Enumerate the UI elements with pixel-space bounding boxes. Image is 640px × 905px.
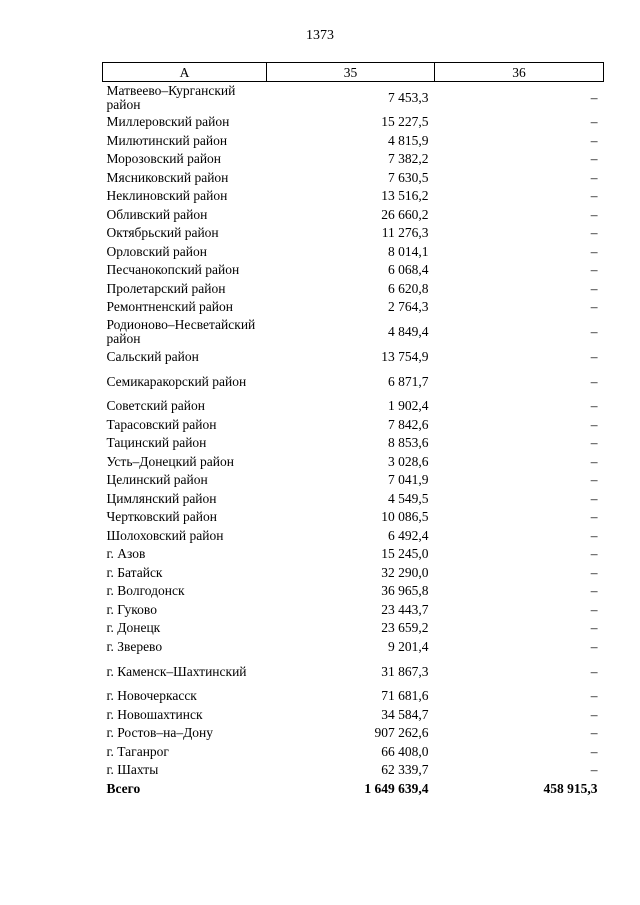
row-name: Миллеровский район [106, 114, 230, 130]
row-value-36: – [590, 398, 598, 414]
row-value-36: – [590, 435, 598, 451]
row-value-35: 71 681,6 [381, 688, 429, 704]
table-row [103, 298, 604, 317]
header-col-35: 35 [267, 63, 435, 82]
table-row [103, 224, 604, 243]
total-value-35: 1 649 639,4 [364, 780, 429, 796]
row-value-36: – [590, 527, 598, 543]
row-name: г. Таганрог [106, 743, 169, 759]
row-value-36: – [590, 472, 598, 488]
row-value-35: 9 201,4 [388, 638, 429, 654]
row-value-36: – [590, 453, 598, 469]
row-value-35: 6 620,8 [388, 280, 429, 296]
row-value-35: 23 659,2 [381, 620, 429, 636]
table-row [103, 724, 604, 743]
row-name: г. Зверево [106, 638, 163, 654]
row-value-35: 7 630,5 [388, 169, 429, 185]
row-value-36: – [590, 762, 598, 778]
row-name: Советский район [106, 398, 205, 414]
row-value-35: 7 842,6 [388, 416, 429, 432]
table-row [103, 508, 604, 527]
row-name: Цимлянский район [106, 490, 217, 506]
table-row [103, 687, 604, 706]
row-value-36: – [590, 243, 598, 259]
row-value-36: – [590, 114, 598, 130]
budget-table [102, 62, 604, 798]
table-row [103, 564, 604, 583]
row-name: Матвеево–Курганский район [106, 82, 236, 112]
row-value-36: – [590, 89, 598, 105]
table-header [103, 63, 604, 82]
row-name: Обливский район [106, 206, 208, 222]
table-body [103, 82, 604, 798]
row-value-35: 3 028,6 [388, 453, 429, 469]
row-name: Морозовский район [106, 151, 222, 167]
row-value-36: – [590, 688, 598, 704]
row-name: Ремонтненский район [106, 299, 233, 315]
row-value-36: – [590, 706, 598, 722]
row-value-35: 10 086,5 [381, 509, 429, 525]
row-name: г. Азов [106, 546, 146, 562]
row-value-35: 6 492,4 [388, 527, 429, 543]
row-value-36: – [590, 206, 598, 222]
row-value-36: – [590, 725, 598, 741]
row-value-35: 11 276,3 [381, 225, 429, 241]
table-row [103, 150, 604, 169]
table-row [103, 206, 604, 225]
table-row [103, 261, 604, 280]
row-value-36: – [590, 490, 598, 506]
row-value-36: – [590, 324, 598, 339]
row-value-36: – [590, 620, 598, 636]
row-name: г. Каменск–Шахтинский [106, 663, 247, 679]
row-value-36: – [590, 601, 598, 617]
row-value-36: – [590, 262, 598, 278]
row-name: Неклиновский район [106, 188, 228, 204]
row-value-36: – [590, 225, 598, 241]
table-row [103, 348, 604, 367]
table-row [103, 169, 604, 188]
row-value-36: – [590, 546, 598, 562]
table-row [103, 471, 604, 490]
table-row [103, 656, 604, 687]
row-name: Песчанокопский район [106, 262, 240, 278]
row-value-35: 15 245,0 [381, 546, 429, 562]
row-value-36: – [590, 169, 598, 185]
row-value-35: 62 339,7 [381, 762, 429, 778]
row-name: Усть–Донецкий район [106, 453, 234, 469]
row-name: Октябрьский район [106, 225, 219, 241]
row-value-35: 4 815,9 [388, 132, 429, 148]
row-value-35: 7 041,9 [388, 472, 429, 488]
row-name: Милютинский район [106, 132, 228, 148]
table-row [103, 243, 604, 262]
table-row [103, 397, 604, 416]
table-row [103, 132, 604, 151]
table-row [103, 416, 604, 435]
row-name: г. Шахты [106, 762, 159, 778]
page-number: 1373 [306, 28, 334, 43]
row-name: Чертковский район [106, 509, 217, 525]
table-row [103, 638, 604, 657]
header-col-36: 36 [435, 63, 604, 82]
row-value-35: 4 549,5 [388, 490, 429, 506]
row-value-35: 23 443,7 [381, 601, 429, 617]
row-value-35: 34 584,7 [381, 706, 429, 722]
row-value-35: 15 227,5 [381, 114, 429, 130]
row-value-36: – [590, 583, 598, 599]
row-name: г. Новошахтинск [106, 706, 203, 722]
table-row [103, 619, 604, 638]
header-col-a: А [103, 63, 267, 82]
row-value-35: 6 871,7 [388, 373, 429, 389]
table-row [103, 366, 604, 397]
row-value-36: – [590, 348, 598, 364]
row-value-35: 32 290,0 [381, 564, 429, 580]
table-row [103, 527, 604, 546]
table-row [103, 582, 604, 601]
total-value-36: 458 915,3 [543, 780, 598, 796]
table-row [103, 601, 604, 620]
header-row [103, 63, 604, 82]
row-name: Тарасовский район [106, 416, 217, 432]
row-value-35: 13 516,2 [381, 188, 429, 204]
table-row [103, 280, 604, 299]
row-name: Орловский район [106, 243, 207, 259]
row-value-36: – [590, 663, 598, 679]
row-name: Сальский район [106, 348, 199, 364]
row-value-36: – [590, 416, 598, 432]
row-value-35: 907 262,6 [374, 725, 429, 741]
row-value-35: 4 849,4 [388, 324, 429, 339]
row-value-35: 26 660,2 [381, 206, 429, 222]
row-value-36: – [590, 132, 598, 148]
row-name: Семикаракорский район [106, 373, 247, 389]
row-value-36: – [590, 509, 598, 525]
row-value-35: 1 902,4 [388, 398, 429, 414]
row-value-35: 6 068,4 [388, 262, 429, 278]
row-name: Целинский район [106, 472, 208, 488]
row-name: г. Гуково [106, 601, 157, 617]
row-value-35: 8 014,1 [388, 243, 429, 259]
table-row [103, 82, 604, 114]
row-value-35: 2 764,3 [388, 299, 429, 315]
row-value-36: – [590, 188, 598, 204]
row-name: Пролетарский район [106, 280, 226, 296]
table-row [103, 490, 604, 509]
table-row [103, 187, 604, 206]
row-name: г. Ростов–на–Дону [106, 725, 214, 741]
row-value-36: – [590, 638, 598, 654]
row-name: Мясниковский район [106, 169, 229, 185]
row-name: г. Донецк [106, 620, 161, 636]
row-value-35: 13 754,9 [381, 348, 429, 364]
row-value-35: 8 853,6 [388, 435, 429, 451]
row-value-36: – [590, 564, 598, 580]
table-row [103, 113, 604, 132]
row-value-35: 7 382,2 [388, 151, 429, 167]
row-name: Шолоховский район [106, 527, 224, 543]
row-value-36: – [590, 299, 598, 315]
row-value-36: – [590, 280, 598, 296]
row-name: г. Новочеркасск [106, 688, 197, 704]
row-name: г. Батайск [106, 564, 163, 580]
table-row [103, 545, 604, 564]
table-row [103, 453, 604, 472]
table-row [103, 317, 604, 348]
row-name: г. Волгодонск [106, 583, 185, 599]
row-value-35: 31 867,3 [381, 663, 429, 679]
row-value-35: 66 408,0 [381, 743, 429, 759]
row-name: Родионово–Несветайский район [106, 317, 256, 346]
table-row [103, 706, 604, 725]
row-name: Тацинский район [106, 435, 207, 451]
table-row [103, 761, 604, 780]
table-row [103, 434, 604, 453]
row-value-35: 36 965,8 [381, 583, 429, 599]
total-row [103, 780, 604, 798]
table-row [103, 743, 604, 762]
row-value-36: – [590, 151, 598, 167]
row-value-36: – [590, 373, 598, 389]
row-value-35: 7 453,3 [388, 89, 429, 105]
total-label: Всего [106, 780, 141, 796]
row-value-36: – [590, 743, 598, 759]
